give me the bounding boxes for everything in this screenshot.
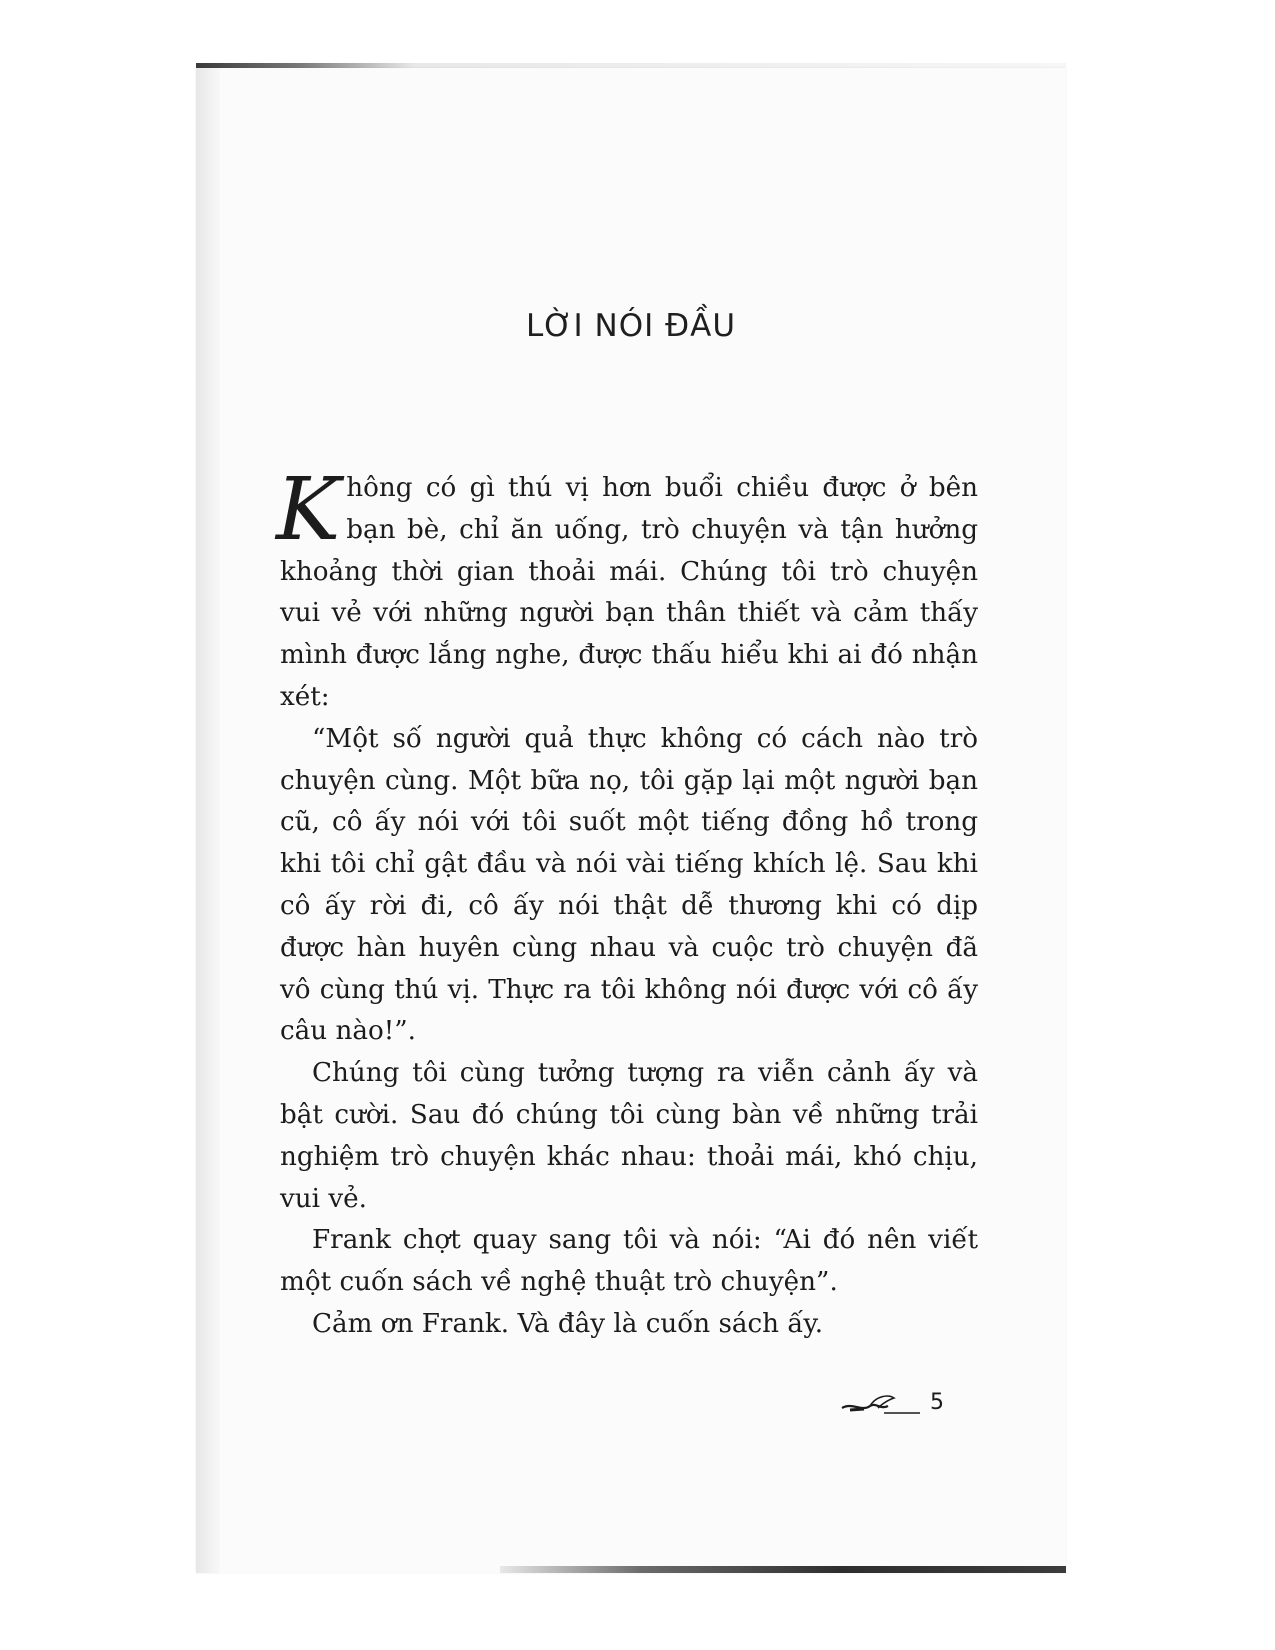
dropcap: K — [276, 460, 341, 560]
body-text — [276, 460, 978, 1346]
paragraph-text: hông có gì thú vị hơn buổi chiều được ở bên bạn bè, chỉ ăn uống, trò chuyện và tận hưởng khoảng thời gian thoải mái. Chúng tôi trò chuyện vui vẻ với những người bạn thân thiết và cảm thấy mình được lắng nghe, được thấu hiểu khi ai đó nhận xét: — [280, 473, 978, 712]
paragraph-5: Cảm ơn Frank. Và đây là cuốn sách ấy. — [312, 1308, 824, 1339]
page-number: 5 — [930, 1390, 944, 1415]
paragraph-4: Frank chợt quay sang tôi và nói: “Ai đó nên viết một cuốn sách về nghệ thuật trò chuyện”. — [280, 1225, 978, 1298]
paragraph-3: Chúng tôi cùng tưởng tượng ra viễn cảnh ấy và bật cười. Sau đó chúng tôi cùng bàn về những trải nghiệm trò chuyện khác nhau: thoải mái, khó chịu, vui vẻ. — [280, 1058, 978, 1214]
paragraph-1 — [276, 460, 978, 719]
page-bottom-edge — [500, 1566, 1066, 1573]
page-gutter — [196, 68, 220, 1573]
quill-flourish-icon — [840, 1392, 920, 1416]
paragraph-2: “Một số người quả thực không có cách nào trò chuyện cùng. Một bữa nọ, tôi gặp lại một người bạn cũ, cô ấy nói với tôi suốt một tiếng đồng hồ trong khi tôi chỉ gật đầu và nói vài tiếng khích lệ. Sau khi cô ấy rời đi, cô ấy nói thật dễ thương khi có dịp được hàn huyên cùng nhau và cuộc trò chuyện đã vô cùng thú vị. Thực ra tôi không nói được với cô ấy câu nào!”. — [280, 723, 978, 1047]
chapter-title: LỜI NÓI ĐẦU — [525, 308, 737, 344]
page-footer — [840, 1390, 970, 1420]
